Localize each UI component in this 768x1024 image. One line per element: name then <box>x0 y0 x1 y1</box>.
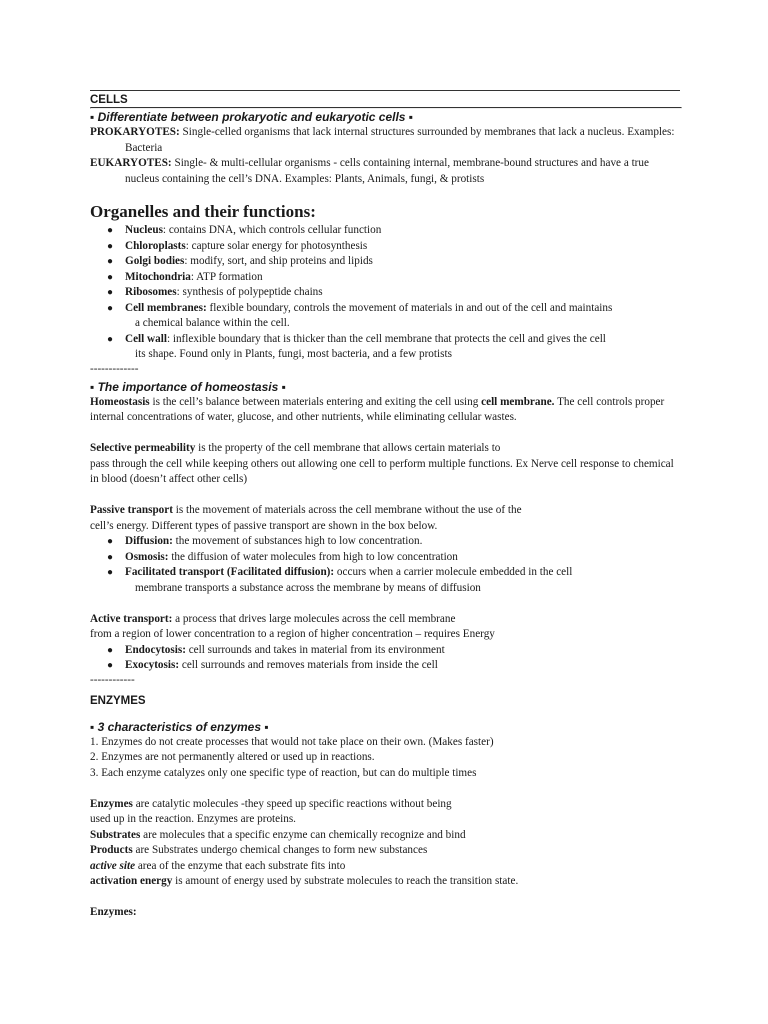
bullet-icon: ● <box>107 225 114 236</box>
active-transport-item: ● Endocytosis: cell surrounds and takes in material from its environment <box>107 643 680 659</box>
prokaryotes-definition: PROKARYOTES: Single-celled organisms that lack internal structures surrounded by membranes that lack a nucleus. Examples: Bacteria <box>90 126 675 154</box>
organelle-item: ● Cell membranes: flexible boundary, controls the movement of materials in and out of the cell and maintains a chemical balance within the cell. <box>107 301 613 329</box>
bullet-icon: ● <box>107 660 114 671</box>
organelle-item: ● Ribosomes: synthesis of polypeptide chains <box>107 285 680 301</box>
passive-transport-item: ● Osmosis: the diffusion of water molecules from high to low concentration <box>107 550 680 566</box>
section-title-cells: CELLS <box>90 94 128 106</box>
organelle-item: ● Nucleus: contains DNA, which controls cellular function <box>107 223 680 239</box>
bullet-icon: ● <box>107 536 114 547</box>
active-transport-item: ● Exocytosis: cell surrounds and removes materials from inside the cell <box>107 658 680 674</box>
bullet-icon: ● <box>107 287 114 298</box>
active-transport-list <box>90 643 680 674</box>
section-rule <box>90 107 682 109</box>
divider: ------------- <box>90 362 139 375</box>
subheading-differentiate: ▪ Differentiate between prokaryotic and eukaryotic cells ▪ <box>90 110 414 124</box>
selective-permeability-paragraph: Selective permeability is the property of the cell membrane that allows certain materials to pass through the cell while keeping others out allowing one cell to perform multiple functions. Ex Nerve cell response to chemical in blood (doesn’t affect other cells) <box>90 442 674 485</box>
bullet-icon: ● <box>107 256 114 267</box>
products-definition: Products are Substrates undergo chemical changes to form new substances <box>90 844 428 856</box>
enzyme-characteristics-list <box>90 735 680 782</box>
enzyme-characteristic: 3. Each enzyme catalyzes only one specific type of reaction, but can do multiple times <box>90 766 477 779</box>
substrates-definition: Substrates are molecules that a specific enzyme can chemically recognize and bind <box>90 828 466 841</box>
bullet-icon: ● <box>107 271 114 283</box>
passive-transport-item: ● Diffusion: the movement of substances high to low concentration. <box>107 534 680 550</box>
enzymes-final-label: Enzymes: <box>90 906 137 918</box>
subheading-homeostasis: ▪ The importance of homeostasis ▪ <box>90 379 286 394</box>
bullet-icon: ● <box>107 240 114 252</box>
organelles-heading: Organelles and their functions: <box>90 202 316 221</box>
active-site-definition: active site area of the enzyme that each substrate fits into <box>90 859 346 872</box>
bullet-icon: ● <box>107 644 114 656</box>
enzyme-characteristic: 1. Enzymes do not create processes that would not take place on their own. (Makes faster) <box>90 735 494 748</box>
enzymes-definition: Enzymes are catalytic molecules -they speed up specific reactions without being used up in the reaction. Enzymes are proteins. <box>90 797 452 825</box>
organelle-item: ● Mitochondria: ATP formation <box>107 270 680 286</box>
bullet-icon: ● <box>107 551 114 563</box>
organelle-item: ● Golgi bodies: modify, sort, and ship proteins and lipids <box>107 254 680 270</box>
eukaryotes-definition: EUKARYOTES: Single- & multi-cellular organisms - cells containing internal, membrane-bound structures and have a true nucleus containing the cell’s DNA. Examples: Plants, Animals, fungi, & protists <box>90 157 649 185</box>
bullet-icon: ● <box>107 567 114 578</box>
organelle-item: ● Cell wall: inflexible boundary that is thicker than the cell membrane that protects the cell and gives the cell its shape. Found only in Plants, fungi, most bacteria, and a few protists <box>107 332 606 360</box>
bullet-icon: ● <box>107 302 114 314</box>
activation-energy-definition: activation energy is amount of energy used by substrate molecules to reach the transition state. <box>90 875 519 887</box>
organelle-list <box>90 223 680 363</box>
document-page <box>90 0 680 921</box>
subheading-enzyme-characteristics: ▪ 3 characteristics of enzymes ▪ <box>90 719 269 734</box>
passive-transport-list <box>90 534 680 596</box>
passive-transport-item: ● Facilitated transport (Facilitated diffusion): occurs when a carrier molecule embedded in the cell membrane transports a substance across the membrane by means of diffusion <box>107 566 573 594</box>
divider: ------------ <box>90 673 135 686</box>
bullet-icon: ● <box>107 333 114 345</box>
passive-transport-paragraph: Passive transport is the movement of materials across the cell membrane without the use of the cell’s energy. Different types of passive transport are shown in the box below. <box>90 504 522 532</box>
section-title-enzymes: ENZYMES <box>90 694 146 707</box>
active-transport-paragraph: Active transport: a process that drives large molecules across the cell membrane from a region of lower concentration to a region of higher concentration – requires Energy <box>90 612 495 640</box>
organelle-item: ● Chloroplasts: capture solar energy for photosynthesis <box>107 239 680 255</box>
homeostasis-paragraph: Homeostasis is the cell’s balance between materials entering and exiting the cell using cell membrane. The cell controls proper internal concentrations of water, glucose, and other nutrients, while eliminating cellular wastes. <box>90 395 665 423</box>
enzyme-characteristic: 2. Enzymes are not permanently altered or used up in reactions. <box>90 751 375 763</box>
